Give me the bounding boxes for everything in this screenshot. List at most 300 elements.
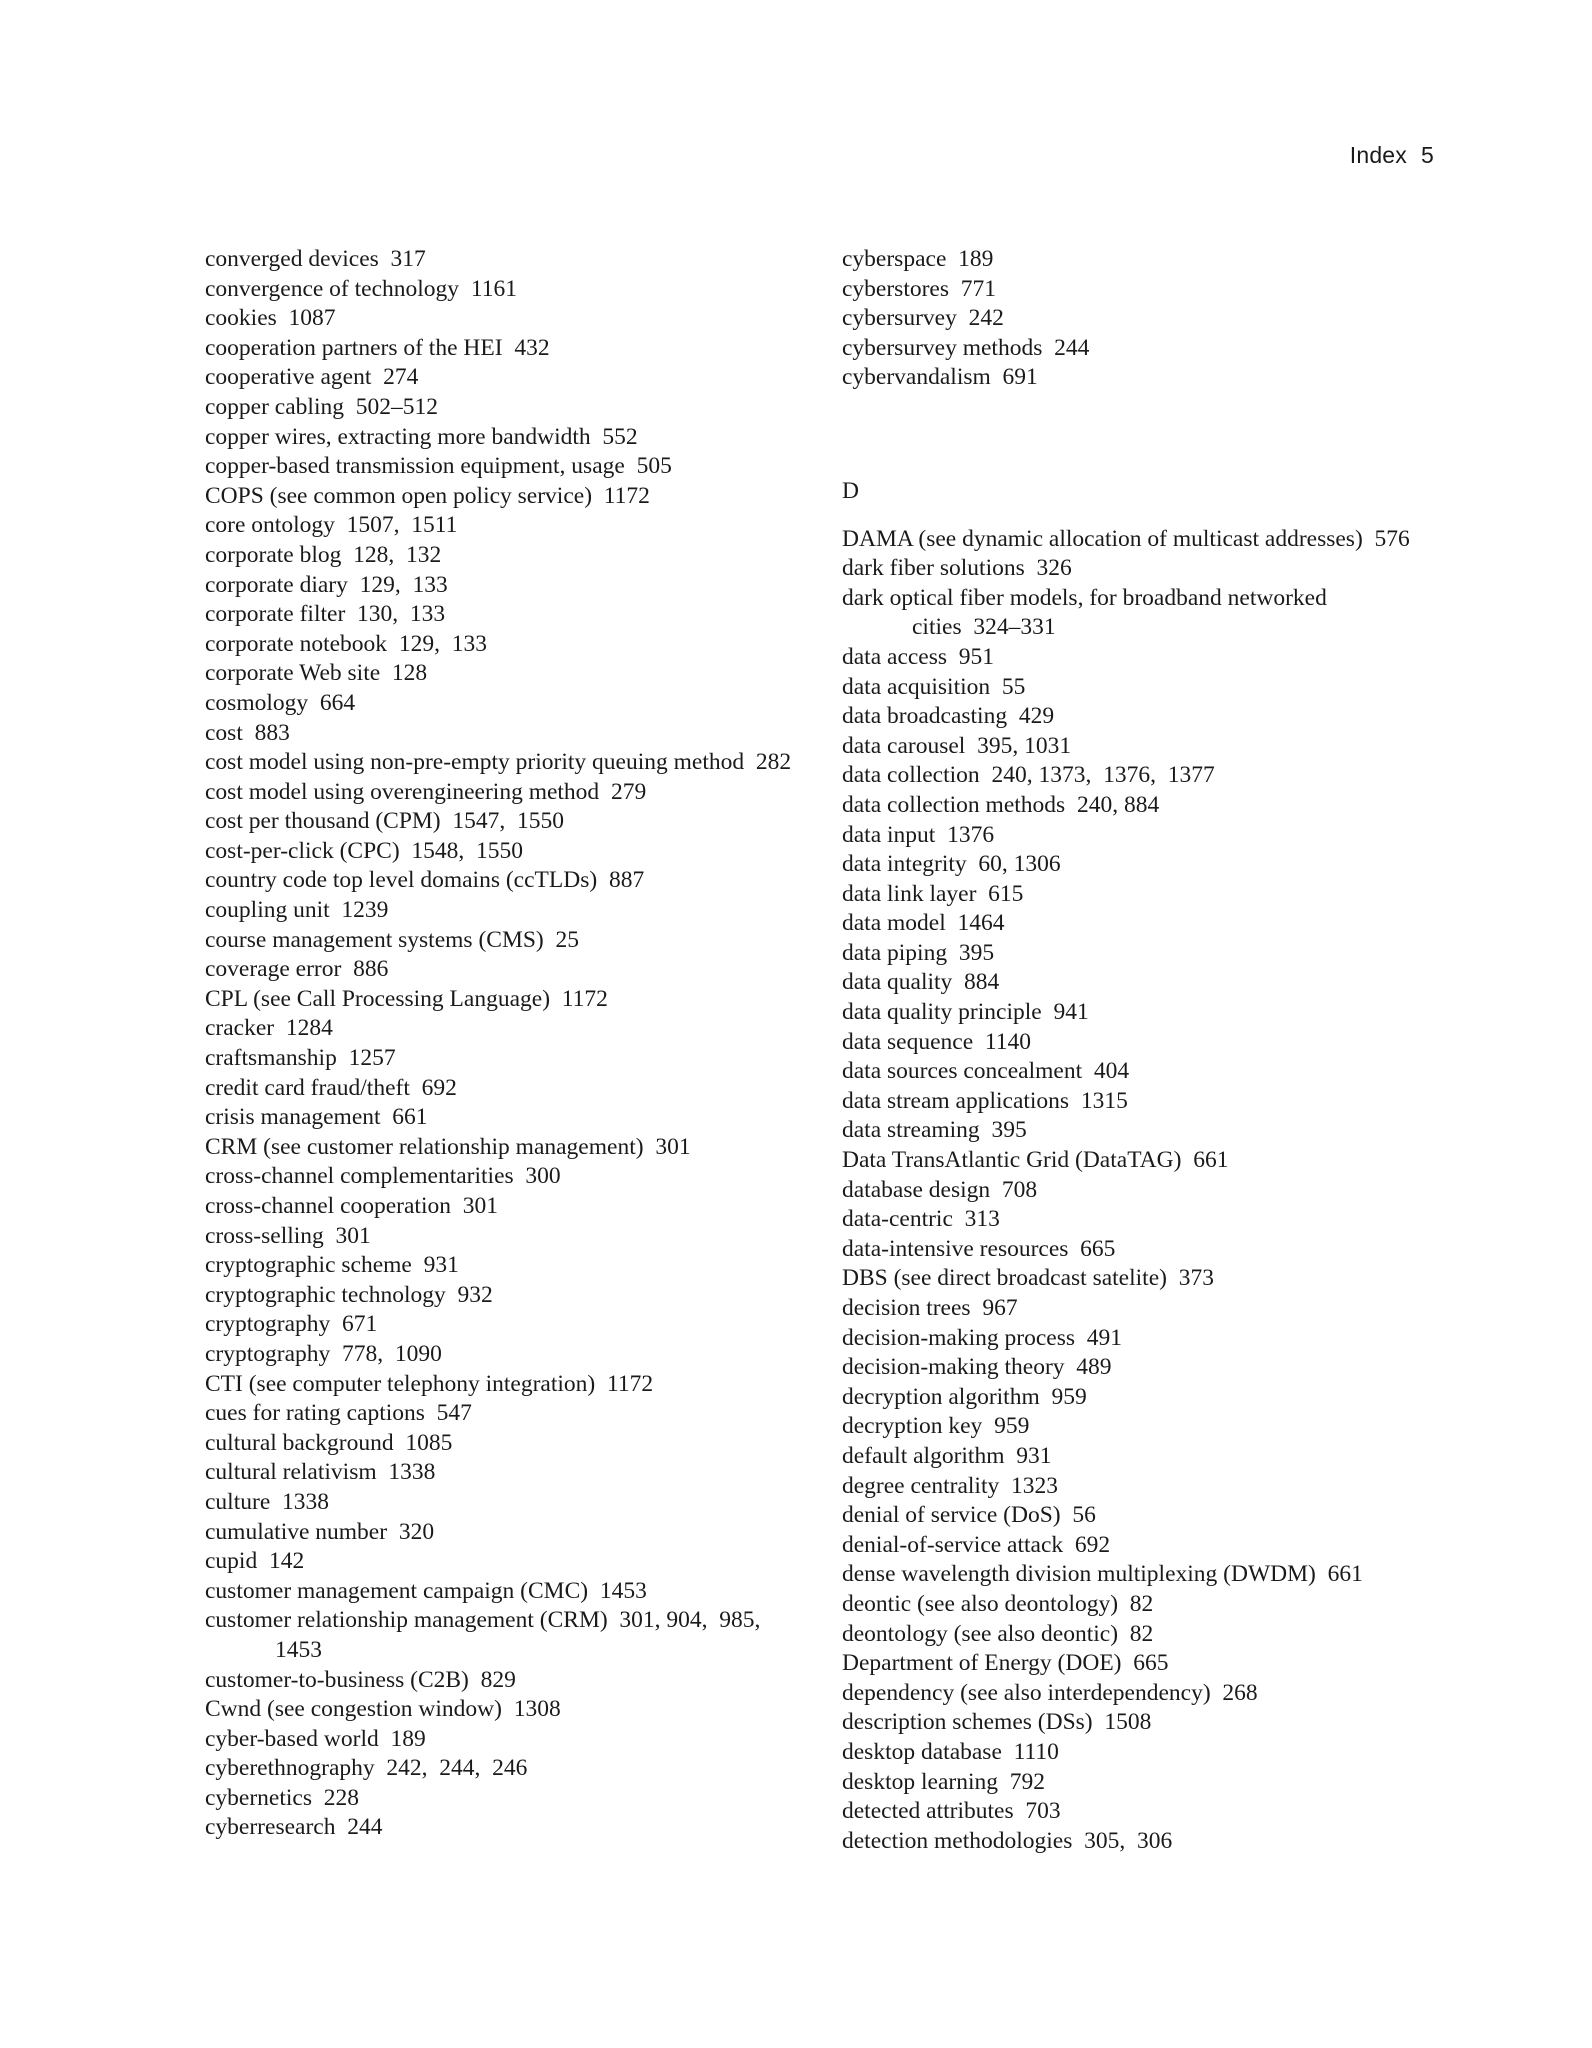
index-term: Data TransAtlantic Grid (DataTAG) [842, 1147, 1182, 1174]
index-term: cost model using overengineering method [205, 778, 600, 805]
index-term: cybersurvey methods [842, 334, 1043, 361]
index-page-refs: 615 [988, 880, 1024, 907]
index-entry [842, 968, 1432, 998]
index-entry [842, 1294, 1432, 1324]
index-entry [205, 1192, 805, 1222]
index-term: database design [842, 1176, 991, 1203]
index-page-refs: 189 [958, 246, 994, 272]
index-page-refs: 664 [319, 689, 356, 716]
index-term: denial-of-service attack [842, 1531, 1064, 1558]
index-term: data piping [842, 939, 948, 966]
index-page-refs: 661 [1193, 1147, 1229, 1174]
index-page-refs: 301 [462, 1193, 498, 1219]
index-page-refs: 432 [514, 334, 550, 361]
index-page-refs: 1315 [1080, 1087, 1128, 1114]
index-term: dark fiber solutions [842, 555, 1025, 582]
index-term: customer management campaign (CMC) [205, 1577, 589, 1604]
index-term: data input [842, 821, 936, 848]
index-entry [842, 1442, 1432, 1472]
index-entry [205, 1162, 805, 1192]
index-page-refs: 326 [1036, 555, 1072, 582]
index-entry [842, 1057, 1432, 1087]
index-term: data sequence [842, 1028, 974, 1055]
index-term: corporate filter [205, 601, 346, 628]
index-entry [205, 1725, 805, 1755]
index-term: dense wavelength division multiplexing (DWDM) [842, 1561, 1316, 1588]
index-entry [205, 1606, 805, 1665]
index-page-refs: 130, 133 [357, 601, 446, 628]
index-term: data broadcasting [842, 703, 1008, 730]
index-term: detected attributes [842, 1798, 1014, 1825]
index-term: cryptographic technology [205, 1281, 446, 1308]
index-term: copper wires, extracting more bandwidth [205, 423, 591, 450]
index-entry [205, 955, 805, 985]
index-page-refs: 395, 1031 [977, 732, 1072, 759]
index-entry [842, 1590, 1432, 1620]
index-term: corporate Web site [205, 660, 381, 687]
index-entry [842, 1324, 1432, 1354]
index-entry [205, 1044, 805, 1074]
index-entry [842, 334, 1432, 364]
index-term: corporate diary [205, 571, 348, 598]
index-entry [205, 1784, 805, 1814]
index-term: cybervandalism [842, 364, 991, 391]
index-page-refs: 489 [1076, 1354, 1112, 1381]
index-page-refs: 55 [1001, 673, 1026, 700]
index-term: cost [205, 719, 243, 746]
index-page-refs: 373 [1178, 1265, 1214, 1292]
index-page-refs: 313 [964, 1206, 1000, 1233]
index-page-refs: 1548, 1550 [411, 837, 524, 864]
index-page-refs: 1172 [606, 1370, 654, 1397]
index-page-refs: 240, 1373, 1376, 1377 [991, 762, 1215, 789]
index-term: cyberethnography [205, 1755, 375, 1782]
index-term: dark optical fiber models, for broadband networked cities [842, 584, 1327, 641]
index-entry [842, 1738, 1432, 1768]
index-entry [842, 909, 1432, 939]
index-term: cryptography [205, 1311, 331, 1338]
index-page-refs: 279 [610, 778, 647, 805]
index-page-refs: 959 [1051, 1383, 1087, 1410]
index-page-refs: 1547, 1550 [452, 808, 565, 835]
index-term: core ontology [205, 512, 335, 539]
index-page-refs: 932 [457, 1281, 493, 1308]
index-entry [205, 1518, 805, 1548]
index-page-refs: 25 [555, 926, 579, 953]
index-page-refs: 274 [383, 364, 419, 391]
index-page-refs: 1453 [599, 1577, 647, 1604]
index-page-refs: 1338 [388, 1459, 436, 1486]
index-term: cooperation partners of the HEI [205, 334, 503, 361]
index-term: CRM (see customer relationship management) [205, 1133, 644, 1160]
index-term: dependency (see also interdependency) [842, 1679, 1211, 1706]
index-page-refs: 931 [1016, 1442, 1052, 1469]
index-page-refs: 129, 133 [398, 630, 487, 657]
index-page-refs: 1308 [513, 1696, 561, 1723]
index-entry [842, 1472, 1432, 1502]
index-entry [842, 1116, 1432, 1146]
index-page-refs: 665 [1080, 1235, 1116, 1262]
index-page-refs: 692 [421, 1074, 457, 1101]
index-term: corporate notebook [205, 630, 388, 657]
index-entry [205, 926, 805, 956]
index-page-refs: 829 [480, 1666, 516, 1693]
index-page-refs: 301, 904, 985, 1453 [275, 1607, 773, 1663]
index-term: COPS (see common open policy service) [205, 482, 593, 509]
index-entry [842, 1264, 1432, 1294]
index-page-refs: 1323 [1010, 1472, 1058, 1499]
index-entry [842, 761, 1432, 791]
index-entry [205, 541, 805, 571]
index-page-refs: 1161 [470, 275, 517, 302]
index-entry [842, 673, 1432, 703]
index-page-refs: 967 [982, 1295, 1018, 1321]
index-entry [205, 363, 805, 393]
index-term: cumulative number [205, 1518, 388, 1545]
index-term: coupling unit [205, 897, 330, 924]
index-page-refs: 82 [1129, 1590, 1154, 1617]
index-term: DBS (see direct broadcast satelite) [842, 1265, 1167, 1292]
index-page-refs: 951 [958, 643, 995, 670]
index-entry [842, 1383, 1432, 1413]
index-entry [205, 511, 805, 541]
index-page-refs: 576 [1374, 525, 1410, 552]
index-term: cybernetics [205, 1784, 313, 1811]
index-page-refs: 1239 [341, 897, 389, 924]
index-entry [205, 985, 805, 1015]
index-entry [205, 1370, 805, 1400]
index-page-refs: 502–512 [355, 393, 438, 420]
index-entry [842, 554, 1432, 584]
index-term: description schemes (DSs) [842, 1709, 1093, 1736]
index-page-refs: 1338 [282, 1488, 329, 1515]
index-page-refs: 1464 [957, 910, 1005, 937]
index-entry [205, 452, 805, 482]
index-term: deontology (see also deontic) [842, 1620, 1119, 1647]
index-entry [205, 1458, 805, 1488]
index-entry [205, 630, 805, 660]
index-entry [205, 719, 805, 749]
index-entry [842, 791, 1432, 821]
index-entry [205, 1577, 805, 1607]
index-entry [205, 304, 805, 334]
index-page-refs: 128, 132 [353, 541, 442, 568]
index-entry [205, 1813, 805, 1843]
index-term: data collection methods [842, 791, 1066, 818]
index-entry [205, 1695, 805, 1725]
index-entry [842, 1560, 1432, 1590]
index-page-refs: 301 [655, 1133, 691, 1160]
index-entry [205, 1666, 805, 1696]
index-term: data acquisition [842, 673, 991, 700]
index-entry [842, 1412, 1432, 1442]
index-entry [205, 393, 805, 423]
index-term: data model [842, 910, 946, 937]
index-term: data integrity [842, 851, 967, 878]
index-page-refs: 1085 [405, 1429, 453, 1456]
index-column-left [205, 245, 805, 1843]
index-term: cross-channel cooperation [205, 1193, 451, 1219]
index-term: data access [842, 643, 948, 670]
index-term: country code top level domains (ccTLDs) [205, 867, 598, 894]
index-entry [205, 1547, 805, 1577]
index-term: decision trees [842, 1295, 971, 1321]
index-term: data-intensive resources [842, 1235, 1069, 1262]
index-entry [842, 998, 1432, 1028]
index-entry [842, 1679, 1432, 1709]
index-page-refs: 240, 884 [1076, 791, 1160, 818]
index-group-d [842, 525, 1432, 1857]
index-term: craftsmanship [205, 1045, 337, 1072]
index-entry [205, 1103, 805, 1133]
index-entry [205, 1281, 805, 1311]
index-page-refs: 242 [968, 305, 1004, 332]
index-page-refs: 128 [391, 660, 428, 687]
index-term: cues for rating captions [205, 1400, 425, 1427]
index-entry [205, 1488, 805, 1518]
index-entry [842, 275, 1432, 305]
index-page-refs: 142 [268, 1548, 305, 1575]
index-term: cryptography [205, 1340, 331, 1367]
index-entry [842, 1708, 1432, 1738]
index-term: degree centrality [842, 1472, 1000, 1499]
index-page-refs: 282 [755, 749, 792, 776]
index-page-refs: 300 [525, 1163, 561, 1190]
index-term: decryption algorithm [842, 1383, 1040, 1410]
index-entry [205, 1014, 805, 1044]
index-entry [842, 702, 1432, 732]
index-term: decryption key [842, 1413, 983, 1440]
index-page-refs: 1172 [603, 482, 650, 509]
index-term: decision-making process [842, 1324, 1075, 1351]
index-entry [842, 304, 1432, 334]
index-term: cryptographic scheme [205, 1252, 412, 1279]
index-entry [205, 275, 805, 305]
index-term: convergence of technology [205, 275, 460, 302]
index-page-refs: 703 [1025, 1798, 1061, 1825]
index-entry [205, 1074, 805, 1104]
index-page-refs: 941 [1053, 999, 1089, 1026]
index-page-refs: 317 [390, 246, 426, 272]
index-page-refs: 268 [1222, 1679, 1258, 1706]
index-term: desktop learning [842, 1768, 998, 1795]
index-term: data streaming [842, 1117, 980, 1144]
index-page-refs: 505 [636, 453, 672, 480]
index-entry [842, 1620, 1432, 1650]
index-page-refs: 491 [1086, 1324, 1122, 1351]
index-term: converged devices [205, 246, 379, 272]
index-entry [842, 1501, 1432, 1531]
index-term: cupid [205, 1548, 258, 1575]
index-entry [842, 1797, 1432, 1827]
index-page-refs: 959 [994, 1413, 1030, 1440]
index-term: cross-channel complementarities [205, 1163, 514, 1190]
index-entry [205, 659, 805, 689]
index-page-refs: 1110 [1013, 1738, 1059, 1765]
index-term: CPL (see Call Processing Language) [205, 985, 551, 1012]
running-head [1350, 142, 1434, 169]
index-entry [205, 1133, 805, 1163]
index-entry [205, 482, 805, 512]
index-page-refs: 671 [342, 1311, 378, 1338]
index-entry [205, 334, 805, 364]
index-term: data collection [842, 762, 980, 789]
index-entry [205, 748, 805, 778]
index-entry [205, 778, 805, 808]
index-page-refs: 547 [436, 1400, 472, 1427]
index-term: cross-selling [205, 1222, 324, 1249]
index-term: cyberstores [842, 275, 950, 302]
index-entry [205, 1222, 805, 1252]
index-entry [842, 1531, 1432, 1561]
index-term: credit card fraud/theft [205, 1074, 410, 1101]
index-entry [842, 1649, 1432, 1679]
index-term: data sources concealment [842, 1058, 1083, 1085]
index-term: cookies [205, 305, 277, 332]
index-term: DAMA (see dynamic allocation of multicast addresses) [842, 525, 1363, 552]
index-page-refs: 771 [960, 275, 997, 302]
index-term: copper cabling [205, 393, 344, 420]
page-number: 5 [1421, 142, 1434, 168]
index-term: cyberresearch [205, 1814, 336, 1841]
index-page-refs: 931 [423, 1252, 459, 1279]
index-page-refs: 56 [1072, 1502, 1096, 1529]
index-page-refs: 429 [1018, 703, 1055, 730]
index-page-refs: 552 [602, 423, 638, 450]
index-entry [842, 1146, 1432, 1176]
index-page-refs: 404 [1093, 1058, 1130, 1085]
index-term: data-centric [842, 1206, 953, 1233]
index-page-refs: 1257 [348, 1045, 396, 1072]
index-page-refs: 60, 1306 [978, 851, 1061, 878]
index-page-refs: 228 [323, 1784, 360, 1811]
index-entry [205, 423, 805, 453]
index-term: cyber-based world [205, 1725, 379, 1752]
index-page-refs: 324–331 [973, 614, 1056, 641]
index-entry [205, 571, 805, 601]
index-page-refs: 244 [1054, 334, 1090, 361]
index-term: cybersurvey [842, 305, 957, 332]
index-page-refs: 886 [353, 956, 389, 983]
index-entry [205, 1399, 805, 1429]
index-entry [842, 1176, 1432, 1206]
index-page-refs: 692 [1074, 1531, 1111, 1558]
index-term: data link layer [842, 880, 977, 907]
index-entry [205, 245, 805, 275]
index-page-refs: 129, 133 [359, 571, 448, 598]
index-page-refs: 792 [1009, 1768, 1045, 1795]
index-page-refs: 883 [254, 719, 290, 746]
index-term: cost model using non-pre-empty priority queuing method [205, 749, 745, 776]
index-term: CTI (see computer telephony integration) [205, 1370, 596, 1397]
index-entry [842, 525, 1432, 555]
index-page-refs: 395 [958, 939, 995, 966]
index-term: denial of service (DoS) [842, 1502, 1061, 1529]
index-page-refs: 1508 [1104, 1709, 1152, 1736]
index-term: deontic (see also deontology) [842, 1590, 1119, 1617]
index-page-refs: 661 [392, 1104, 428, 1131]
index-entry [205, 689, 805, 719]
index-term: desktop database [842, 1738, 1002, 1765]
index-entry [842, 939, 1432, 969]
index-term: data stream applications [842, 1087, 1070, 1114]
running-head-section: Index [1349, 142, 1407, 168]
index-page-refs: 242, 244, 246 [386, 1755, 528, 1782]
index-page-refs: 884 [964, 969, 1000, 996]
index-term: Cwnd (see congestion window) [205, 1696, 502, 1723]
index-entry [842, 1028, 1432, 1058]
index-entry [842, 1087, 1432, 1117]
index-term: corporate blog [205, 541, 342, 568]
index-term: cosmology [205, 689, 309, 716]
index-page-refs: 244 [347, 1814, 383, 1841]
index-term: cultural background [205, 1429, 394, 1456]
index-entry [205, 807, 805, 837]
index-entry [205, 837, 805, 867]
index-term: crisis management [205, 1104, 381, 1131]
index-entry [842, 1827, 1432, 1857]
index-page-refs: 301 [335, 1222, 371, 1249]
index-entry [205, 1310, 805, 1340]
index-entry [842, 1768, 1432, 1798]
index-term: cultural relativism [205, 1459, 377, 1486]
index-page-refs: 1284 [285, 1015, 333, 1042]
index-page-refs: 320 [398, 1518, 435, 1545]
index-page-refs: 189 [390, 1725, 426, 1752]
index-entry [205, 866, 805, 896]
index-page-refs: 1376 [947, 821, 995, 848]
index-entry [842, 850, 1432, 880]
index-entry [205, 1340, 805, 1370]
index-entry [205, 1251, 805, 1281]
index-page-refs: 1172 [561, 985, 608, 1012]
index-page-refs: 1140 [984, 1028, 1032, 1055]
index-page-refs: 1087 [288, 305, 336, 332]
index-term: data carousel [842, 732, 966, 759]
index-group-c-continued [842, 245, 1432, 393]
index-term: course management systems (CMS) [205, 926, 544, 953]
index-entry [842, 1205, 1432, 1235]
index-term: detection methodologies [842, 1827, 1073, 1854]
index-entry [842, 1353, 1432, 1383]
index-term: cracker [205, 1015, 275, 1042]
index-entry [205, 1429, 805, 1459]
index-term: cost per thousand (CPM) [205, 808, 441, 835]
index-page-refs: 305, 306 [1084, 1827, 1173, 1854]
index-term: data quality principle [842, 999, 1042, 1026]
index-entry [842, 732, 1432, 762]
index-entry [205, 896, 805, 926]
index-term: customer relationship management (CRM) [205, 1607, 608, 1634]
section-letter-heading: D [842, 477, 859, 504]
index-page-refs: 665 [1133, 1650, 1169, 1677]
index-entry [842, 880, 1432, 910]
index-entry [842, 1235, 1432, 1265]
index-term: cooperative agent [205, 364, 372, 391]
index-page-refs: 82 [1129, 1620, 1154, 1647]
index-entry [842, 245, 1432, 275]
index-entry [842, 643, 1432, 673]
index-entry [205, 1754, 805, 1784]
index-entry [842, 821, 1432, 851]
index-page-refs: 887 [608, 867, 645, 894]
index-term: copper-based transmission equipment, usage [205, 453, 625, 480]
index-page-refs: 708 [1001, 1176, 1038, 1203]
index-term: data quality [842, 969, 953, 996]
index-term: decision-making theory [842, 1354, 1065, 1381]
index-page-refs: 691 [1002, 364, 1038, 391]
index-entry [842, 584, 1432, 643]
